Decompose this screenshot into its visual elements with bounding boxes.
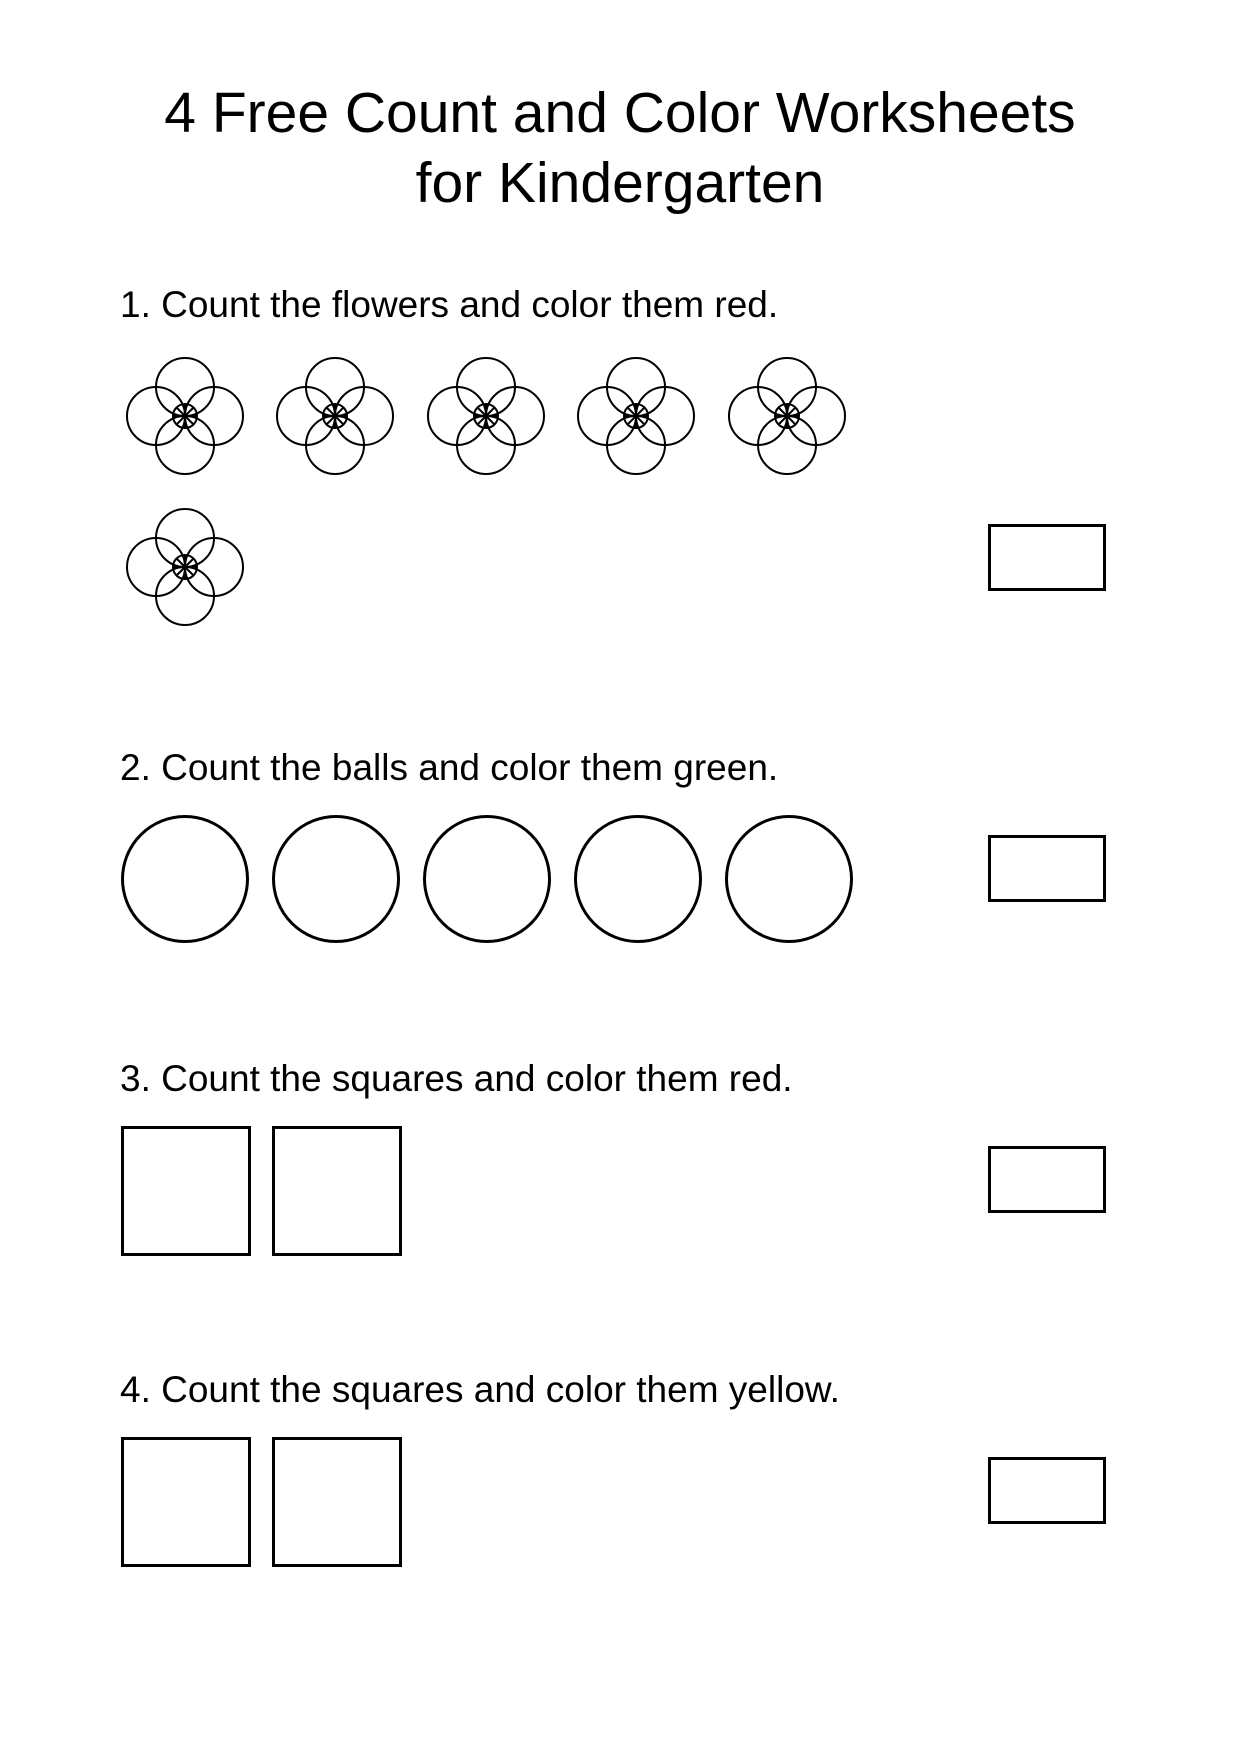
flower-icon [426,356,546,476]
answer-box-1[interactable] [988,524,1106,591]
ball [272,815,400,943]
square [121,1437,251,1567]
ball [725,815,853,943]
square [272,1437,402,1567]
flower-icon [576,356,696,476]
question-4-label: 4. Count the squares and color them yellow. [120,1369,840,1410]
ball [121,815,249,943]
page-title [0,78,1240,218]
flower-icon [125,356,245,476]
flower-icon [727,356,847,476]
flower-icon [125,507,245,627]
question-2-label: 2. Count the balls and color them green. [120,747,779,788]
ball [574,815,702,943]
title-line-1: 4 Free Count and Color Worksheets [164,81,1076,145]
title-line-2: for Kindergarten [415,151,825,215]
answer-box-4[interactable] [988,1457,1106,1524]
question-1-label: 1. Count the flowers and color them red. [120,284,779,325]
answer-box-3[interactable] [988,1146,1106,1213]
square [272,1126,402,1256]
flower-icon [275,356,395,476]
question-3-label: 3. Count the squares and color them red. [120,1058,793,1099]
ball [423,815,551,943]
square [121,1126,251,1256]
answer-box-2[interactable] [988,835,1106,902]
